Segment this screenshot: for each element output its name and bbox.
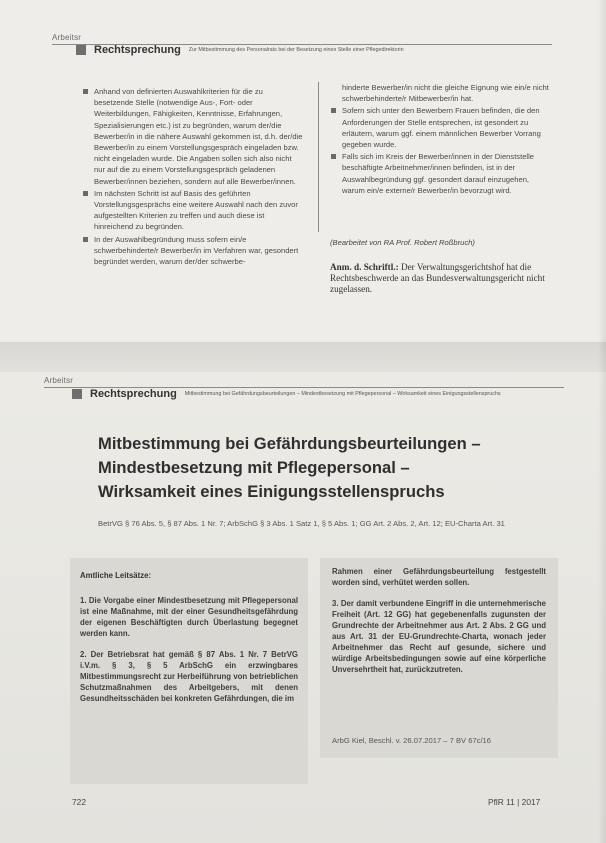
- section-header: [76, 44, 404, 56]
- header-subtitle: Zur Mitbestimmung des Personalrats bei der Besetzung eines Stelle einer Pflegedirektorin: [188, 47, 404, 53]
- list-continuation: hinderte Bewerber/in nicht die gleiche Eignung wie ein/e nicht schwerbehinderte/r Mitbewerber/in hat.: [342, 83, 549, 104]
- summary-paragraph: Rahmen einer Gefährdungsbeurteilung festgestellt worden sind, verhütet werden sollen.: [332, 567, 546, 587]
- list-item: Falls sich im Kreis der Bewerber/innen in der Dienststelle beschäftigte Arbeitnehmer/innen befinden, ist in der Auswahlbegründung ggf. gesondert darauf einzugehen, warum ein/e externe/r Bewerber/in bevorzugt wird.: [330, 151, 552, 196]
- court-citation: ArbG Kiel, Beschl. v. 26.07.2017 – 7 BV 67c/16: [332, 736, 492, 745]
- box-label: Amtliche Leitsätze:: [80, 571, 152, 580]
- editor-note: (Bearbeitet von RA Prof. Robert Roßbruch): [330, 238, 475, 247]
- headline-line: Mindestbesetzung mit Pflegepersonal –: [98, 458, 410, 477]
- headline-line: Wirksamkeit eines Einigungsstellenspruchs: [98, 482, 445, 501]
- summary-paragraph: 2. Der Betriebsrat hat gemäß § 87 Abs. 1 Nr. 7 BetrVG i.V.m. § 3, § 5 ArbSchG ein erzwingbares Mitbestimmungsrecht zur Herbeiführung von betrieblichen Schutzmaßnahmen des Arbeitgebers, mit denen Gesundheitsschäden bei konkreten Gefährdungen, die im: [80, 650, 298, 703]
- section-kicker: Arbeitsr: [44, 376, 74, 385]
- summary-paragraph: 1. Die Vorgabe einer Mindestbesetzung mit Pflegepersonal ist eine Maßnahme, mit der einer Gesundheitsgefährdung der eigenen Beschäftigten durch Überlastung begegnet werden kann.: [80, 596, 298, 638]
- header-title: Rechtsprechung: [90, 388, 177, 400]
- left-text-column: [82, 86, 304, 268]
- journal-issue: PflR 11 | 2017: [488, 797, 541, 807]
- header-title: Rechtsprechung: [94, 44, 181, 56]
- list-item: In der Auswahlbegründung muss sofern ein/e schwerbehinderte/r Bewerber/in im Verfahren war, gesondert begründet werden, warum der/der schwerbe-: [82, 234, 304, 268]
- annotation: [330, 262, 552, 295]
- headline-line: Mitbestimmung bei Gefährdungsbeurteilungen –: [98, 434, 481, 453]
- section-kicker: Arbeitsr: [52, 33, 82, 42]
- list-item: Im nächsten Schritt ist auf Basis des geführten Vorstellungsgesprächs eine weitere Auswahl nach den zuvor aufgestellten Kriterien zu treffen und auch diese ist hinreichend zu begründen.: [82, 188, 304, 233]
- summary-paragraph: 3. Der damit verbundene Eingriff in die unternehmerische Freiheit (Art. 12 GG) hat gegebenenfalls zugunsten der Grundrechte der Arbeitnehmer aus Art. 2 Abs. 2 GG und aus Art. 31 der EU-Grundrechte-Charta, wonach jeder Arbeitnehmer das Recht auf gesunde, sichere und würdige Arbeitsbedingungen sowie auf eine körperliche Unversehrtheit hat, zurückzutreten.: [332, 599, 546, 674]
- header-square-icon: [72, 389, 82, 399]
- summary-right-text: [332, 566, 546, 685]
- page-number: 722: [72, 797, 86, 807]
- legal-norms: BetrVG § 76 Abs. 5, § 87 Abs. 1 Nr. 7; ArbSchG § 3 Abs. 1 Satz 1, § 5 Abs. 1; GG Art. 2 Abs. 2, Art. 12; EU-Charta Art. 31: [98, 519, 505, 528]
- page-seam: [0, 342, 606, 372]
- section-header: [72, 388, 501, 400]
- annotation-label: Anm. d. Schriftl.:: [330, 262, 399, 272]
- summary-left-text: [80, 570, 298, 714]
- column-divider: [318, 82, 319, 232]
- article-headline: [98, 432, 538, 504]
- list-item: Sofern sich unter den Bewerbern Frauen befinden, die den Anforderungen der Stelle entsprechen, ist gesondert zu erläutern, warum ggf. einem männlichen Bewerber Vorrang gegeben wurde.: [330, 105, 552, 150]
- right-text-column: [330, 82, 552, 197]
- header-square-icon: [76, 45, 86, 55]
- scan-shadow: [598, 0, 606, 843]
- list-item: Anhand von definierten Auswahlkriterien für die zu besetzende Stelle (notwendige Aus-, Fort- oder Weiterbildungen, Fähigkeiten, Kenntnisse, Erfahrungen, Spezialisierungen etc.) ist zu begründen, warum der/die Bewerber/in in die nähere Auswahl gekommen ist, d.h. der/die Bewerber/in zu einem Vorstellungsgespräch eingeladen bzw. nicht eingeladen wurde. Die Angaben sollen sich also nicht nur auf die zu einem Vorstellungsgespräch geladenen Bewerber/innen beziehen, sondern auf alle Bewerber/innen.: [82, 86, 304, 187]
- annotation-text: Der Verwaltungsgerichtshof hat die Rechtsbeschwerde an das Bundesverwaltungsgericht nicht zugelassen.: [330, 262, 545, 294]
- header-subtitle: Mitbestimmung bei Gefährdungsbeurteilungen – Mindestbesetzung mit Pflegepersonal – Wirksamkeit eines Einigungsstellenspruchs: [184, 391, 501, 397]
